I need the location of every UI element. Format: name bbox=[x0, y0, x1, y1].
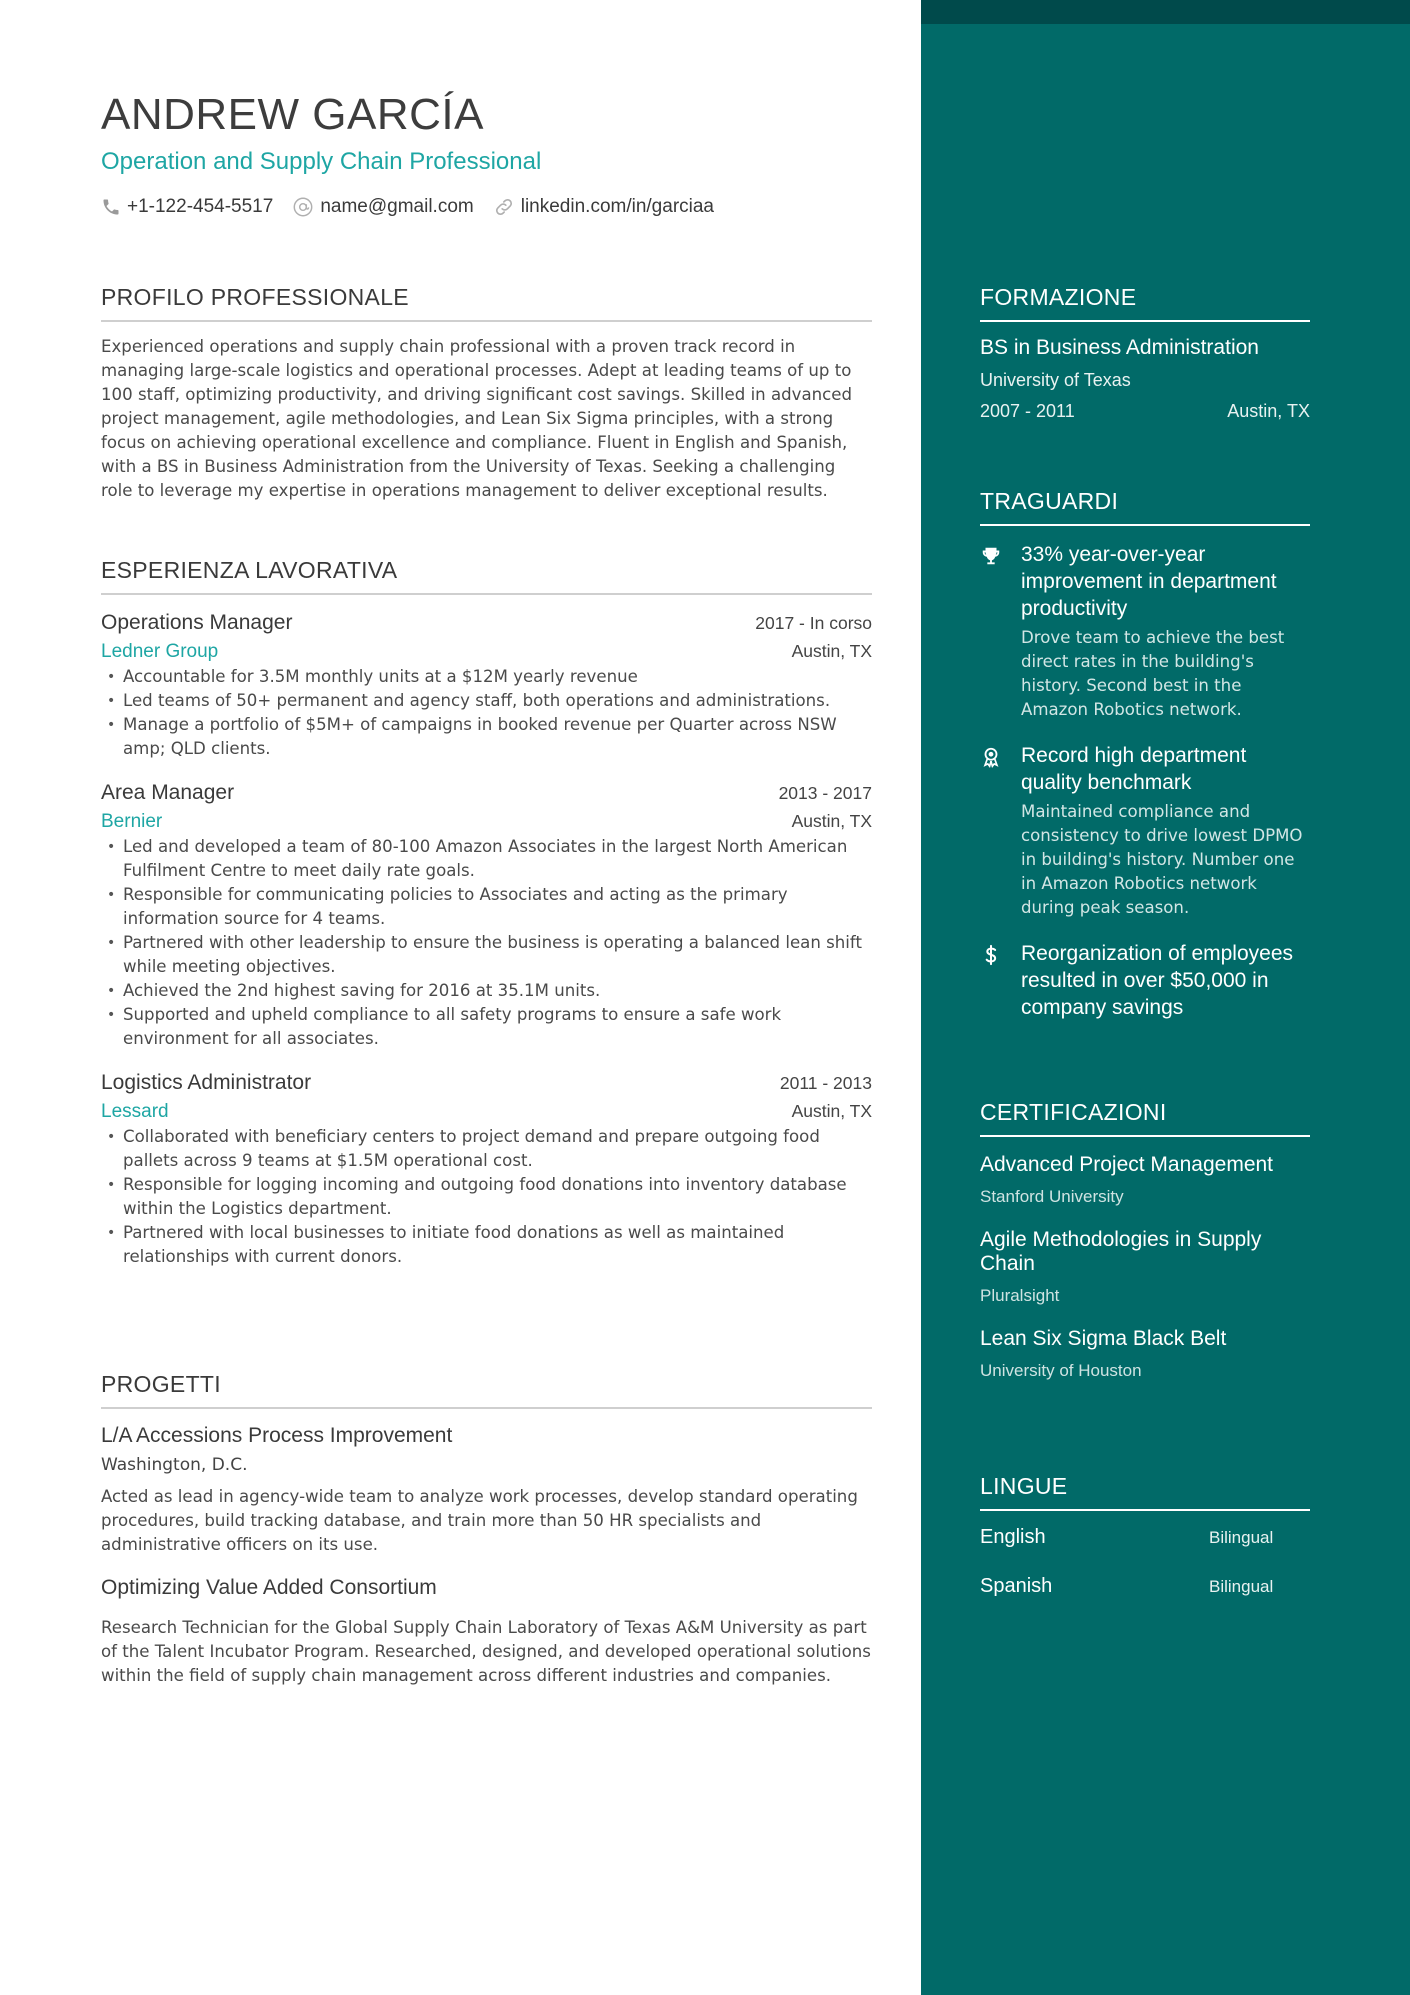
contact-linkedin[interactable] bbox=[493, 196, 714, 218]
achievements-section bbox=[980, 488, 1310, 1021]
link-icon bbox=[493, 196, 515, 218]
job-date: 2011 - 2013 bbox=[779, 1073, 872, 1093]
contact-email[interactable] bbox=[292, 196, 473, 218]
email-text: name@gmail.com bbox=[320, 196, 474, 217]
projects-heading: PROGETTI bbox=[101, 1371, 872, 1409]
projects-section bbox=[101, 1371, 872, 1688]
language-level: Bilingual bbox=[1209, 1528, 1274, 1547]
job-bullets bbox=[101, 1125, 872, 1269]
job-title: Operations Manager bbox=[101, 611, 293, 634]
project-text: Research Technician for the Global Supply Chain Laboratory of Texas A&M University as part of the Talent Incubator Program. Researched, designed, and developed operational solutions within the field of supply chain management across different industries and companies. bbox=[101, 1618, 871, 1685]
job-bullet: • Achieved the 2nd highest saving for 2016 at 35.1M units. bbox=[101, 979, 872, 1003]
job-item bbox=[101, 781, 872, 1051]
language-level: Bilingual bbox=[1209, 1577, 1274, 1596]
dollar-icon bbox=[980, 944, 1002, 966]
certification-name: Advanced Project Management bbox=[980, 1153, 1274, 1176]
project-text: Acted as lead in agency-wide team to analyze work processes, develop standard operating procedures, build tracking database, and train more than 50 HR specialists and administrative officers on its use. bbox=[101, 1487, 858, 1554]
contact-bar bbox=[101, 196, 733, 218]
achievement-item bbox=[980, 940, 1310, 1021]
job-bullet: • Accountable for 3.5M monthly units at a $12M yearly revenue bbox=[101, 665, 872, 689]
certification-item bbox=[980, 1327, 1310, 1381]
certification-item bbox=[980, 1153, 1310, 1207]
profile-heading: PROFILO PROFESSIONALE bbox=[101, 284, 872, 322]
candidate-role: Operation and Supply Chain Professional bbox=[101, 148, 542, 175]
job-date: 2017 - In corso bbox=[755, 613, 872, 633]
achievements-heading: TRAGUARDI bbox=[980, 488, 1310, 526]
job-bullet: • Responsible for communicating policies to Associates and acting as the primary information source for 4 teams. bbox=[101, 883, 872, 931]
experience-section bbox=[101, 557, 872, 1269]
job-bullet: • Collaborated with beneficiary centers to project demand and prepare outgoing food pallets across 9 teams at $1.5M operational cost. bbox=[101, 1125, 872, 1173]
project-title: Optimizing Value Added Consortium bbox=[101, 1576, 437, 1599]
candidate-name: ANDREW GARCÍA bbox=[101, 90, 484, 139]
linkedin-text: linkedin.com/in/garciaa bbox=[520, 196, 714, 217]
certification-item bbox=[980, 1228, 1310, 1306]
job-location: Austin, TX bbox=[791, 811, 872, 831]
certification-name: Agile Methodologies in Supply Chain bbox=[980, 1228, 1262, 1275]
certifications-section bbox=[980, 1099, 1310, 1381]
achievement-title: Record high department quality benchmark bbox=[1021, 744, 1247, 794]
education-section bbox=[980, 284, 1310, 422]
sidebar-top-bar bbox=[921, 0, 1410, 24]
education-school: University of Texas bbox=[980, 370, 1131, 390]
job-location: Austin, TX bbox=[791, 1101, 872, 1121]
job-bullets bbox=[101, 835, 872, 1051]
contact-phone[interactable] bbox=[101, 196, 273, 218]
project-title: L/A Accessions Process Improvement bbox=[101, 1424, 453, 1447]
education-heading: FORMAZIONE bbox=[980, 284, 1310, 322]
job-item bbox=[101, 1071, 872, 1269]
at-sign-icon bbox=[292, 196, 314, 218]
job-company: Lessard bbox=[101, 1101, 169, 1122]
education-location: Austin, TX bbox=[1227, 401, 1310, 421]
job-bullet: • Partnered with local businesses to initiate food donations as well as maintained relationships with current donors. bbox=[101, 1221, 872, 1269]
certification-name: Lean Six Sigma Black Belt bbox=[980, 1327, 1227, 1350]
trophy-icon bbox=[980, 545, 1002, 567]
job-item bbox=[101, 611, 872, 761]
education-degree: BS in Business Administration bbox=[980, 336, 1259, 359]
profile-section bbox=[101, 284, 872, 503]
achievement-text: Drove team to achieve the best direct rates in the building's history. Second best in the Amazon Robotics network. bbox=[1021, 628, 1285, 719]
project-location: Washington, D.C. bbox=[101, 1455, 248, 1475]
achievement-text: Maintained compliance and consistency to drive lowest DPMO in building's history. Number one in Amazon Robotics network during peak season. bbox=[1021, 802, 1303, 917]
project-item bbox=[101, 1576, 872, 1688]
job-bullet: • Led and developed a team of 80-100 Amazon Associates in the largest North American Fulfilment Centre to meet daily rate goals. bbox=[101, 835, 872, 883]
profile-text: Experienced operations and supply chain professional with a proven track record in managing large-scale logistics and operational processes. Adept at leading teams of up to 100 staff, optimizing productivity, and driving significant cost savings. Skilled in advanced project management, agile methodologies, and Lean Six Sigma principles, with a strong focus on achieving operational excellence and compliance. Fluent in English and Spanish, with a BS in Business Administration from the University of Texas. Seeking a challenging role to leverage my expertise in operations management to deliver exceptional results. bbox=[101, 337, 853, 500]
languages-heading: LINGUE bbox=[980, 1473, 1310, 1511]
languages-section bbox=[980, 1473, 1310, 1598]
certification-issuer: Pluralsight bbox=[980, 1286, 1060, 1305]
education-dates: 2007 - 2011 bbox=[980, 401, 1075, 421]
achievement-title: 33% year-over-year improvement in department productivity bbox=[1021, 543, 1277, 620]
experience-heading: ESPERIENZA LAVORATIVA bbox=[101, 557, 872, 595]
certification-issuer: University of Houston bbox=[980, 1361, 1142, 1380]
certifications-heading: CERTIFICAZIONI bbox=[980, 1099, 1310, 1137]
language-item bbox=[980, 1575, 1310, 1598]
phone-text: +1-122-454-5517 bbox=[127, 196, 274, 217]
job-title: Area Manager bbox=[101, 781, 235, 804]
project-item bbox=[101, 1424, 872, 1557]
certification-issuer: Stanford University bbox=[980, 1187, 1124, 1206]
job-bullet: • Led teams of 50+ permanent and agency staff, both operations and administrations. bbox=[101, 689, 872, 713]
job-company: Ledner Group bbox=[101, 641, 219, 662]
achievement-title: Reorganization of employees resulted in over $50,000 in company savings bbox=[1021, 942, 1293, 1019]
phone-icon bbox=[101, 197, 121, 217]
job-date: 2013 - 2017 bbox=[778, 783, 872, 803]
language-item bbox=[980, 1526, 1310, 1549]
language-name: Spanish bbox=[980, 1575, 1053, 1597]
achievement-item bbox=[980, 742, 1310, 920]
job-bullet: • Partnered with other leadership to ensure the business is operating a balanced lean shift while meeting objectives. bbox=[101, 931, 872, 979]
language-name: English bbox=[980, 1526, 1046, 1548]
job-bullets bbox=[101, 665, 872, 761]
job-bullet: • Manage a portfolio of $5M+ of campaigns in booked revenue per Quarter across NSW amp; QLD clients. bbox=[101, 713, 872, 761]
job-title: Logistics Administrator bbox=[101, 1071, 312, 1094]
award-ribbon-icon bbox=[980, 746, 1002, 768]
achievement-item bbox=[980, 541, 1310, 722]
job-bullet: • Supported and upheld compliance to all safety programs to ensure a safe work environment for all associates. bbox=[101, 1003, 872, 1051]
job-bullet: • Responsible for logging incoming and outgoing food donations into inventory database within the Logistics department. bbox=[101, 1173, 872, 1221]
job-company: Bernier bbox=[101, 811, 163, 832]
job-location: Austin, TX bbox=[791, 641, 872, 661]
